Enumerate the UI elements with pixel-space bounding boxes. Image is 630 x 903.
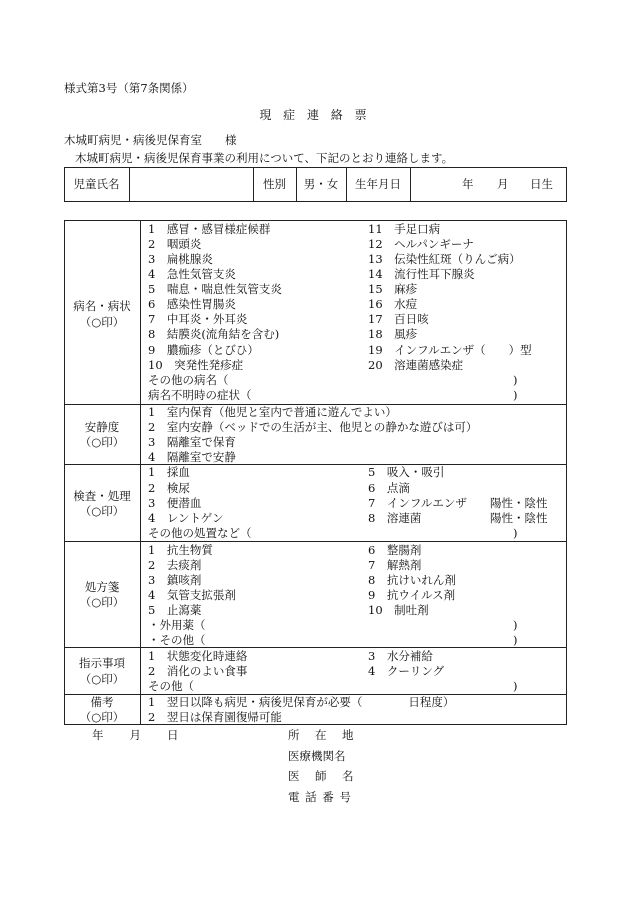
test-result-options[interactable]: 陽性・陰性 bbox=[490, 496, 548, 510]
disease-item[interactable]: 17 百日咳 bbox=[368, 312, 429, 326]
close-paren: ) bbox=[513, 373, 518, 387]
prescription-item[interactable]: 7 解熱剤 bbox=[368, 558, 422, 572]
exam-note: （○印） bbox=[79, 504, 125, 518]
instructions-label: 指示事項 bbox=[79, 656, 125, 670]
exam-item[interactable]: 6 点滴 bbox=[368, 481, 410, 495]
clinic-address-label: 所 在 地 bbox=[288, 728, 356, 742]
disease-item[interactable]: 5 喘息・喘息性気管支炎 bbox=[148, 282, 282, 296]
other-treatment-field[interactable]: その他の処置など（ bbox=[148, 526, 252, 540]
disease-item[interactable]: 14 流行性耳下腺炎 bbox=[368, 267, 475, 281]
close-paren: ) bbox=[513, 388, 518, 402]
child-name-label: 児童氏名 bbox=[73, 177, 120, 191]
phone-number-label: 電 話 番 号 bbox=[288, 790, 352, 804]
instruction-item[interactable]: 4 クーリング bbox=[368, 664, 445, 678]
birth-day[interactable]: 日生 bbox=[530, 177, 553, 191]
prescription-item[interactable]: 10 制吐剤 bbox=[368, 603, 429, 617]
disease-item[interactable]: 9 膿痂疹（とびひ） bbox=[148, 343, 259, 357]
remark-item[interactable]: 2 翌日は保育園復帰可能 bbox=[148, 710, 282, 724]
rest-item[interactable]: 3 隔離室で保育 bbox=[148, 435, 236, 449]
external-medicine-field[interactable]: ・外用薬（ bbox=[148, 618, 206, 632]
prescription-item[interactable]: 3 鎮咳剤 bbox=[148, 573, 202, 587]
prescription-item[interactable]: 5 止瀉薬 bbox=[148, 603, 202, 617]
exam-label: 検査・処理 bbox=[73, 489, 131, 503]
exam-item[interactable]: 4 レントゲン bbox=[148, 511, 224, 525]
unknown-symptom-field[interactable]: 病名不明時の症状（ bbox=[148, 388, 252, 402]
other-instruction-field[interactable]: その他（ bbox=[148, 679, 194, 693]
disease-item[interactable]: 1 感冒・感冒様症候群 bbox=[148, 222, 271, 236]
exam-item[interactable]: 7 インフルエンザ bbox=[368, 496, 467, 510]
prescription-item[interactable]: 8 抗けいれん剤 bbox=[368, 573, 456, 587]
prescription-item[interactable]: 4 気管支拡張剤 bbox=[148, 588, 236, 602]
sex-label: 性別 bbox=[263, 177, 286, 191]
test-result-options[interactable]: 陽性・陰性 bbox=[490, 511, 548, 525]
disease-item[interactable]: 13 伝染性紅斑（りんご病） bbox=[368, 252, 521, 266]
prescription-item[interactable]: 1 抗生物質 bbox=[148, 543, 213, 557]
disease-item[interactable]: 7 中耳炎・外耳炎 bbox=[148, 312, 248, 326]
other-disease-field[interactable]: その他の病名（ bbox=[148, 373, 229, 387]
prescription-item[interactable]: 9 抗ウイルス剤 bbox=[368, 588, 456, 602]
exam-item[interactable]: 3 便潜血 bbox=[148, 496, 202, 510]
exam-item[interactable]: 5 吸入・吸引 bbox=[368, 465, 445, 479]
instruction-item[interactable]: 2 消化のよい食事 bbox=[148, 664, 248, 678]
disease-note: （○印） bbox=[79, 315, 125, 329]
report-date[interactable]: 年 月 日 bbox=[92, 728, 180, 742]
remarks-label: 備考 bbox=[90, 695, 114, 709]
disease-label: 病名・病状 bbox=[73, 299, 131, 313]
disease-item[interactable]: 2 咽頭炎 bbox=[148, 237, 202, 251]
intro-text: 木城町病児・病後児保育事業の利用について、下記のとおり連絡します。 bbox=[75, 151, 454, 165]
form-number: 様式第3号（第7条関係） bbox=[64, 81, 194, 95]
exam-item[interactable]: 8 溶連菌 bbox=[368, 511, 422, 525]
disease-item[interactable]: 15 麻疹 bbox=[368, 282, 418, 296]
prescription-note: （○印） bbox=[79, 595, 125, 609]
rest-note: （○印） bbox=[79, 435, 125, 449]
disease-item[interactable]: 10 突発性発疹症 bbox=[148, 358, 244, 372]
disease-item[interactable]: 18 風疹 bbox=[368, 327, 418, 341]
disease-item[interactable]: 8 結膜炎(流角結を含む) bbox=[148, 327, 280, 341]
disease-item[interactable]: 19 インフルエンザ（ ）型 bbox=[368, 343, 532, 357]
close-paren: ) bbox=[513, 618, 518, 632]
doctor-name-label: 医 師 名 bbox=[288, 769, 356, 783]
rest-item[interactable]: 4 隔離室で安静 bbox=[148, 450, 236, 464]
form-title: 現 症 連 絡 票 bbox=[259, 108, 371, 122]
remarks-note: （○印） bbox=[79, 710, 125, 724]
disease-item[interactable]: 3 扁桃腺炎 bbox=[148, 252, 213, 266]
disease-item[interactable]: 20 溶連菌感染症 bbox=[368, 358, 464, 372]
close-paren: ) bbox=[513, 633, 518, 647]
child-name-field[interactable] bbox=[131, 177, 251, 191]
exam-item[interactable]: 1 採血 bbox=[148, 465, 190, 479]
other-medicine-field[interactable]: ・その他（ bbox=[148, 633, 206, 647]
prescription-item[interactable]: 6 整腸剤 bbox=[368, 543, 422, 557]
prescription-item[interactable]: 2 去痰剤 bbox=[148, 558, 202, 572]
instruction-item[interactable]: 1 状態変化時連絡 bbox=[148, 649, 248, 663]
remark-item[interactable]: 1 翌日以降も病児・病後児保育が必要（ 日程度） bbox=[148, 695, 455, 709]
rest-item[interactable]: 2 室内安静（ベッドでの生活が主、他児との静かな遊びは可） bbox=[148, 420, 478, 434]
instruction-item[interactable]: 3 水分補給 bbox=[368, 649, 433, 663]
prescription-label: 処方箋 bbox=[84, 580, 120, 594]
disease-item[interactable]: 12 ヘルパンギーナ bbox=[368, 237, 474, 251]
addressee: 木城町病児・病後児保育室 様 bbox=[64, 133, 237, 147]
birth-year[interactable]: 年 bbox=[462, 177, 474, 191]
close-paren: ) bbox=[513, 526, 518, 540]
rest-item[interactable]: 1 室内保育（他児と室内で普通に遊んでよい） bbox=[148, 405, 397, 419]
birth-month[interactable]: 月 bbox=[497, 177, 509, 191]
clinic-name-label: 医療機関名 bbox=[288, 749, 346, 763]
birth-date-label: 生年月日 bbox=[355, 177, 401, 191]
disease-item[interactable]: 16 水痘 bbox=[368, 297, 418, 311]
close-paren: ) bbox=[513, 679, 518, 693]
rest-label: 安静度 bbox=[84, 420, 120, 434]
disease-item[interactable]: 11 手足口病 bbox=[368, 222, 441, 236]
disease-item[interactable]: 4 急性気管支炎 bbox=[148, 267, 236, 281]
sex-options[interactable]: 男・女 bbox=[303, 177, 339, 191]
disease-item[interactable]: 6 感染性胃腸炎 bbox=[148, 297, 236, 311]
exam-item[interactable]: 2 検尿 bbox=[148, 481, 190, 495]
instructions-note: （○印） bbox=[79, 672, 125, 686]
